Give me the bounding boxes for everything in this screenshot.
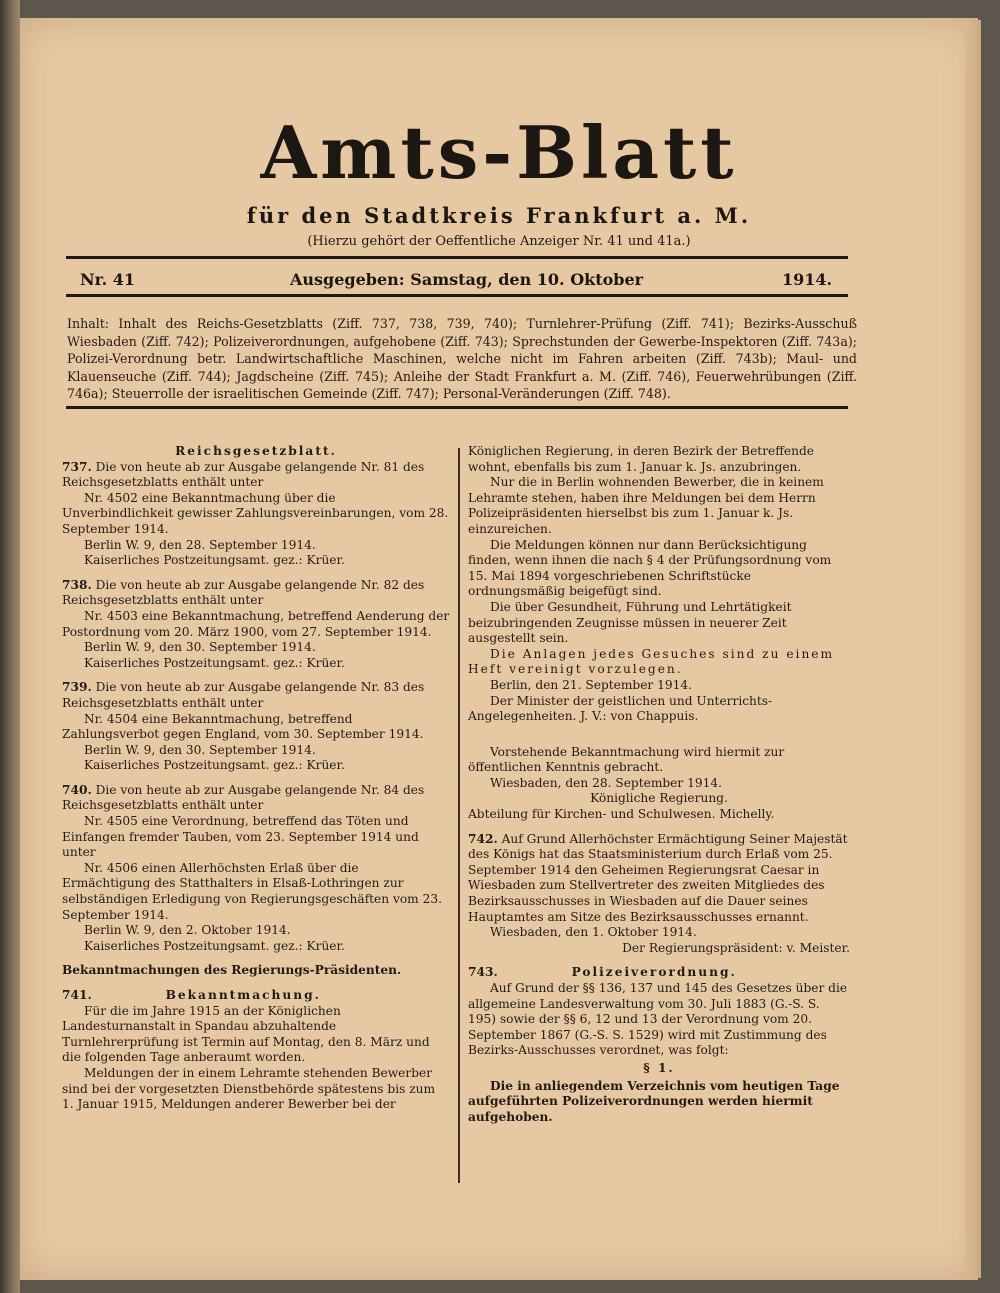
page-edge bbox=[965, 20, 981, 1278]
entry-number: 738. bbox=[62, 577, 92, 592]
paragraph-number: § 1. bbox=[643, 1060, 675, 1075]
header-rule-top bbox=[66, 256, 848, 259]
entry-body: Für die im Jahre 1915 an der Königlichen Landesturnanstalt in Spandau abzuhaltende Turnlehrerprüfung ist Termin auf Montag, den 8. März und die folgenden Tage anberaumt worden. bbox=[62, 1003, 430, 1065]
entry-number: 740. bbox=[62, 782, 92, 797]
entry-heading: Bekanntmachung. bbox=[165, 988, 321, 1002]
entry-body: Nr. 4504 eine Bekanntmachung, betreffend Zahlungsverbot gegen England, vom 30. September 1914. bbox=[62, 711, 424, 742]
entry-text: Die von heute ab zur Ausgabe gelangende Nr. 81 des Reichsgesetzblatts enthält unter bbox=[62, 459, 425, 490]
entry-739 bbox=[62, 680, 450, 711]
entry-body: Nr. 4506 einen Allerhöchsten Erlaß über die Ermächtigung des Statthalters in Elsaß-Lothringen zur selbständigen Erledigung von Regierungsgeschäften vom 23. September 1914. bbox=[62, 860, 442, 922]
entry-signature: Kaiserliches Postzeitungsamt. gez.: Krüer. bbox=[84, 655, 345, 670]
entry-place: Berlin W. 9, den 2. Oktober 1914. bbox=[84, 923, 291, 938]
contents-summary: Inhalt: Inhalt des Reichs-Gesetzblatts (Ziff. 737, 738, 739, 740); Turnlehrer-Prüfung (Ziff. 741); Bezirks-Ausschuß Wiesbaden (Ziff. 742); Polizeiverordnungen, aufgehobene (Ziff. 743); Sprechstunden der Gewerbe-Inspektoren (Ziff. 743a); Polizei-Verordnung betr. Landwirtschaftliche Maschinen, welche nicht im Fahren arbeiten (Ziff. 743b); Maul- und Klauenseuche (Ziff. 744); Jagdscheine (Ziff. 745); Anleihe der Stadt Frankfurt a. M. (Ziff. 746), Feuerwehrübungen (Ziff. 746a); Steuerrolle der israelitischen Gemeinde (Ziff. 747); Personal-Veränderungen (Ziff. 748). bbox=[67, 316, 857, 402]
issue-year: 1914. bbox=[782, 270, 833, 289]
entry-body: Nr. 4502 eine Bekanntmachung über die Unverbindlichkeit gewisser Zahlungsvereinbarungen, vom 28. September 1914. bbox=[62, 490, 449, 536]
entry-place: Wiesbaden, den 1. Oktober 1914. bbox=[490, 925, 697, 940]
entry-text: Auf Grund Allerhöchster Ermächtigung Seiner Majestät des Königs hat das Staatsministerium durch Erlaß vom 25. September 1914 den Geheimen Regierungsrat Caesar in Wiesbaden zum Stellvertreter des zweiten Mitgliedes des Bezirksausschusses in Wiesbaden auf die Dauer seines Hauptamtes am Sitze des Bezirksausschusses ernannt. bbox=[468, 831, 848, 924]
entry-741 bbox=[62, 988, 450, 1004]
entry-body: Die in anliegendem Verzeichnis vom heutigen Tage aufgeführten Polizeiverordnungen werden hiermit aufgehoben. bbox=[468, 1078, 840, 1124]
entry-signature: Kaiserliches Postzeitungsamt. gez.: Krüer. bbox=[84, 758, 345, 773]
entry-742 bbox=[468, 832, 850, 926]
entry-number: 743. bbox=[468, 965, 498, 980]
newspaper-page bbox=[20, 18, 978, 1280]
place-date: Wiesbaden, den 28. September 1914. bbox=[490, 775, 722, 790]
column-divider bbox=[458, 448, 460, 1183]
section-heading: Bekanntmachungen des Regierungs-Präsidenten. bbox=[62, 963, 402, 978]
paragraph: Die Meldungen können nur dann Berücksichtigung finden, wenn ihnen die nach § 4 der Prüfungsordnung vom 15. Mai 1894 vorgeschriebenen Schriftstücke ordnungsmäßig beigefügt sind. bbox=[468, 537, 832, 599]
masthead-title: Amts-Blatt bbox=[260, 110, 738, 195]
entry-body: Nr. 4503 eine Bekanntmachung, betreffend Aenderung der Postordnung vom 20. März 1900, vom 27. September 1914. bbox=[62, 608, 450, 639]
entry-body: Auf Grund der §§ 136, 137 und 145 des Gesetzes über die allgemeine Landesverwaltung vom 30. Juli 1883 (G.-S. S. 195) sowie der §§ 6, 12 und 13 der Verordnung vom 20. September 1867 (G.-S. S. 1529) wird mit Zustimmung des Bezirks-Ausschusses verordnet, was folgt: bbox=[468, 981, 848, 1058]
entry-place: Berlin W. 9, den 30. September 1914. bbox=[84, 742, 316, 757]
entry-body: Meldungen der in einem Lehramte stehenden Bewerber sind bei der vorgesetzten Dienstbehörde spätestens bis zum 1. Januar 1915, Meldungen anderer Bewerber bei der bbox=[62, 1065, 436, 1112]
right-column bbox=[468, 444, 850, 1125]
contents-rule bbox=[66, 406, 848, 409]
masthead-note: (Hierzu gehört der Oeffentliche Anzeiger Nr. 41 und 41a.) bbox=[307, 234, 691, 249]
paragraph: Vorstehende Bekanntmachung wird hiermit zur öffentlichen Kenntnis gebracht. bbox=[468, 744, 785, 775]
masthead-subtitle: für den Stadtkreis Frankfurt a. M. bbox=[246, 203, 752, 228]
entry-text: Die von heute ab zur Ausgabe gelangende Nr. 82 des Reichsgesetzblatts enthält unter bbox=[62, 577, 425, 608]
entry-text: Die von heute ab zur Ausgabe gelangende Nr. 83 des Reichsgesetzblatts enthält unter bbox=[62, 680, 425, 710]
paragraph: Nur die in Berlin wohnenden Bewerber, die in keinem Lehramte stehen, haben ihre Meldungen bei dem Herrn Polizeipräsidenten hierselbst bis zum 1. Januar k. Js. einzureichen. bbox=[468, 475, 824, 536]
issue-number: Nr. 41 bbox=[80, 270, 135, 289]
signature: Abteilung für Kirchen- und Schulwesen. Michelly. bbox=[468, 807, 775, 822]
binding-edge bbox=[0, 0, 20, 1293]
paragraph: Die über Gesundheit, Führung und Lehrtätigkeit beizubringenden Zeugnisse müssen in neuerer Zeit ausgestellt sein. bbox=[468, 599, 792, 646]
entry-text: Die von heute ab zur Ausgabe gelangende Nr. 84 des Reichsgesetzblatts enthält unter bbox=[62, 782, 425, 813]
left-column bbox=[62, 444, 450, 1113]
entry-737 bbox=[62, 460, 450, 491]
entry-740 bbox=[62, 783, 450, 814]
entry-body: Nr. 4505 eine Verordnung, betreffend das Töten und Einfangen fremder Tauben, vom 23. September 1914 und unter bbox=[62, 814, 419, 860]
issue-date: Ausgegeben: Samstag, den 10. Oktober bbox=[290, 270, 644, 289]
header-rule-bottom bbox=[66, 294, 848, 297]
entry-heading: Polizeiverordnung. bbox=[571, 965, 737, 980]
entry-number: 741. bbox=[62, 988, 92, 1002]
entry-signature: Kaiserliches Postzeitungsamt. gez.: Krüer. bbox=[84, 938, 345, 953]
entry-place: Berlin W. 9, den 30. September 1914. bbox=[84, 640, 316, 655]
entry-743 bbox=[468, 965, 850, 981]
authority: Königliche Regierung. bbox=[590, 791, 728, 806]
place-date: Berlin, den 21. September 1914. bbox=[490, 677, 693, 692]
signature: Der Minister der geistlichen und Unterrichts-Angelegenheiten. J. V.: von Chappuis. bbox=[468, 693, 773, 724]
entry-738 bbox=[62, 578, 450, 609]
entry-place: Berlin W. 9, den 28. September 1914. bbox=[84, 537, 316, 552]
paragraph: Königlichen Regierung, in deren Bezirk der Betreffende wohnt, ebenfalls bis zum 1. Januar k. Js. anzubringen. bbox=[468, 444, 814, 474]
entry-signature: Der Regierungspräsident: v. Meister. bbox=[622, 940, 850, 955]
entry-number: 737. bbox=[62, 459, 92, 474]
entry-number: 739. bbox=[62, 680, 92, 695]
entry-signature: Kaiserliches Postzeitungsamt. gez.: Krüer. bbox=[84, 553, 345, 568]
entry-number: 742. bbox=[468, 831, 498, 846]
reichsgesetzblatt-heading: Reichsgesetzblatt. bbox=[175, 444, 337, 458]
paragraph: Die Anlagen jedes Gesuches sind zu einem Heft vereinigt vorzulegen. bbox=[468, 646, 835, 677]
